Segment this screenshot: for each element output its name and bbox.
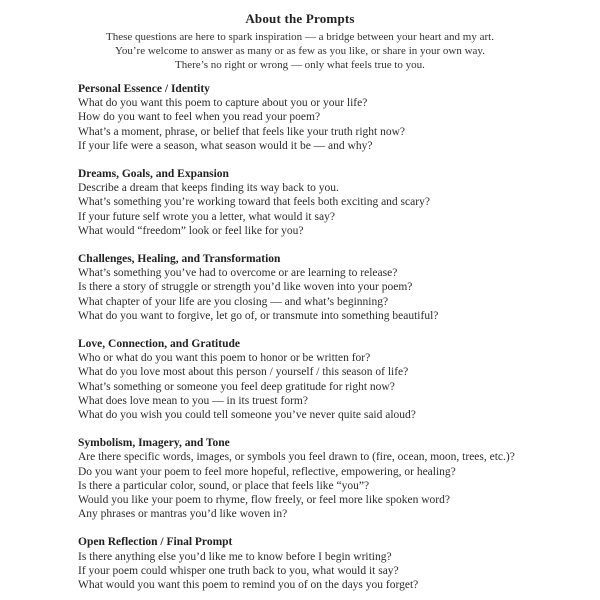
section-heading: Personal Essence / Identity	[78, 83, 210, 95]
sections	[0, 82, 600, 592]
question-line: What’s something you’re working toward that feels both exciting and scary?	[78, 196, 430, 209]
question-line: What do you wish you could tell someone you’ve never quite said aloud?	[78, 409, 416, 422]
question-line: What’s something you’ve had to overcome or are learning to release?	[78, 267, 398, 280]
question-line: What would “freedom” look or feel like for you?	[78, 224, 304, 237]
question-line: If your life were a season, what season would it be — and why?	[78, 139, 373, 152]
question-line: What’s a moment, phrase, or belief that feels like your truth right now?	[78, 125, 406, 138]
question-line: Are there specific words, images, or symbols you feel drawn to (fire, ocean, moon, trees, etc.)?	[78, 451, 515, 464]
question-line: What would you want this poem to remind you of on the days you forget?	[78, 579, 419, 592]
section-heading: Symbolism, Imagery, and Tone	[78, 437, 230, 450]
section-heading: Dreams, Goals, and Expansion	[78, 168, 229, 181]
section	[78, 436, 560, 521]
section	[78, 535, 560, 592]
question-line: Is there a particular color, sound, or place that feels like “you”?	[78, 479, 370, 492]
question-line: Who or what do you want this poem to honor or be written for?	[78, 352, 371, 365]
question-line: Would you like your poem to rhyme, flow freely, or feel more like spoken word?	[78, 494, 450, 507]
page-title: About the Prompts	[245, 11, 355, 26]
question-line: If your poem could whisper one truth back to you, what would it say?	[78, 564, 399, 577]
section	[78, 252, 560, 323]
intro-block	[0, 30, 600, 72]
section	[78, 82, 560, 153]
question-line: What do you want to forgive, let go of, or transmute into something beautiful?	[78, 309, 439, 322]
question-line: Is there anything else you’d like me to know before I begin writing?	[78, 550, 392, 563]
section-heading: Love, Connection, and Gratitude	[78, 338, 240, 351]
question-line: Is there a story of struggle or strength you’d like woven into your poem?	[78, 281, 413, 294]
question-line: What chapter of your life are you closing — and what’s beginning?	[78, 295, 389, 308]
question-line: How do you want to feel when you read your poem?	[78, 111, 321, 124]
intro-line: There’s no right or wrong — only what feels true to you.	[175, 59, 425, 71]
question-line: What do you want this poem to capture about you or your life?	[78, 97, 368, 110]
intro-line: You’re welcome to answer as many or as few as you like, or share in your own way.	[115, 45, 485, 57]
question-line: What does love mean to you — in its truest form?	[78, 394, 308, 407]
intro-line: These questions are here to spark inspiration — a bridge between your heart and my art.	[106, 31, 494, 43]
section-heading: Open Reflection / Final Prompt	[78, 536, 233, 549]
question-line: If your future self wrote you a letter, what would it say?	[78, 210, 335, 223]
question-line: What’s something or someone you feel deep gratitude for right now?	[78, 380, 395, 393]
section-heading: Challenges, Healing, and Transformation	[78, 253, 281, 266]
question-line: What do you love most about this person / yourself / this season of life?	[78, 366, 409, 379]
question-line: Do you want your poem to feel more hopeful, reflective, empowering, or healing?	[78, 465, 456, 478]
question-line: Describe a dream that keeps finding its way back to you.	[78, 182, 339, 195]
question-line: Any phrases or mantras you’d like woven in?	[78, 508, 288, 521]
section	[78, 337, 560, 422]
section	[78, 167, 560, 238]
